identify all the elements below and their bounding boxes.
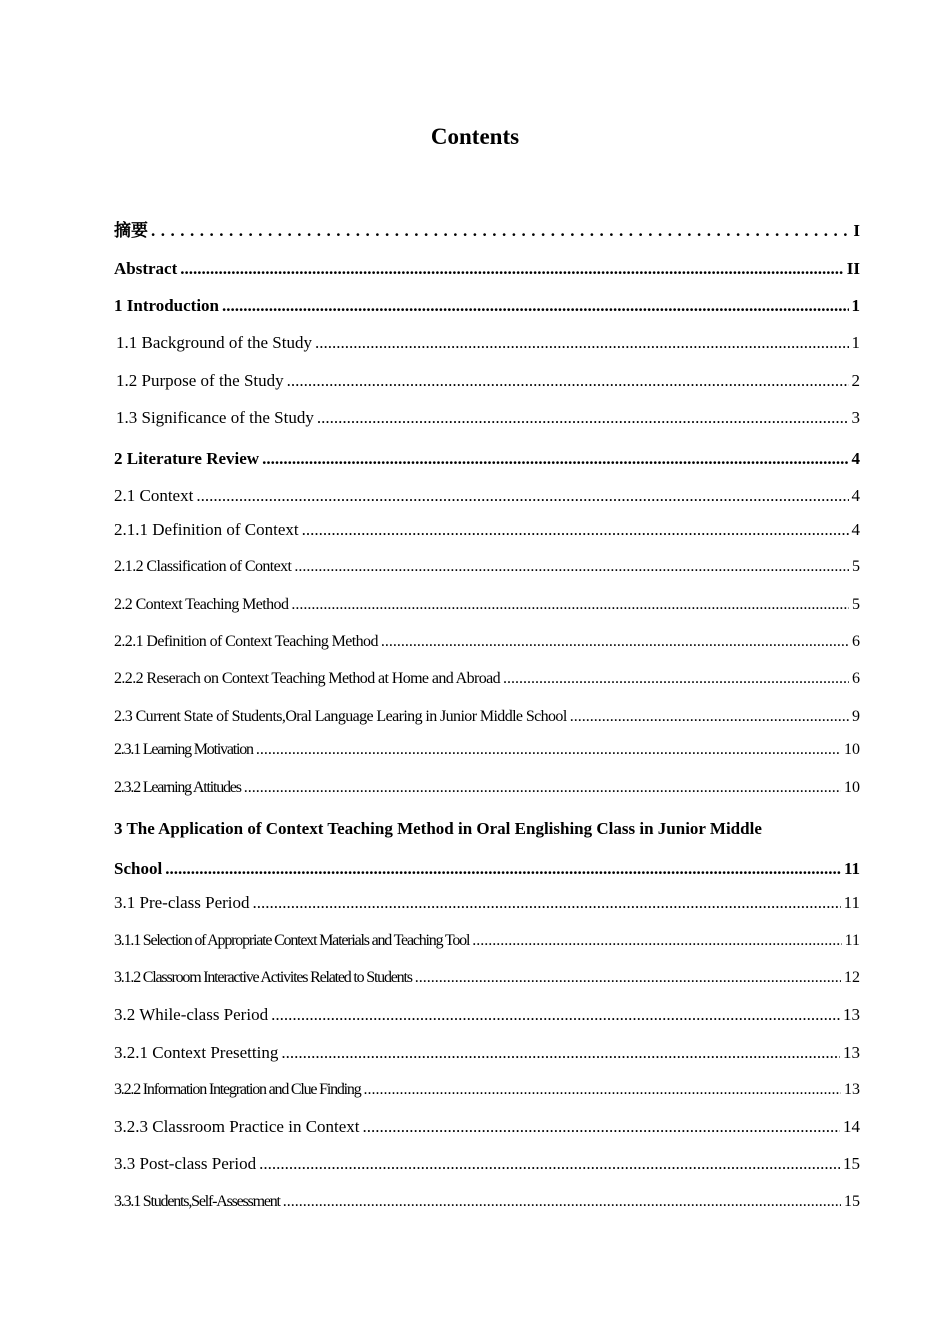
toc-entry-page: 6	[852, 670, 860, 687]
toc-entry-page: 14	[843, 1117, 860, 1136]
toc-entry-label: 3.2.1 Context Presetting	[114, 1043, 279, 1062]
toc-entry-label: 3.2 While-class Period	[114, 1005, 269, 1024]
toc-entry-page: 3	[851, 408, 860, 427]
toc-entry[interactable]	[114, 448, 860, 470]
dot-leader	[271, 1004, 840, 1026]
toc-entry-page: 15	[843, 1154, 860, 1173]
toc-entry[interactable]	[114, 1004, 860, 1026]
dot-leader	[259, 1153, 840, 1175]
toc-entry-label: 1.3 Significance of the Study	[116, 408, 314, 427]
toc-entry-page: II	[846, 259, 860, 278]
dot-leader	[472, 930, 841, 952]
toc-entry[interactable]	[114, 858, 860, 880]
toc-entry-page: 13	[843, 1043, 860, 1062]
toc-entry[interactable]	[114, 556, 860, 578]
toc-entry[interactable]	[114, 1042, 860, 1064]
toc-entry-label: School	[114, 859, 163, 878]
toc-entry[interactable]	[114, 258, 860, 280]
toc-entry[interactable]	[114, 739, 860, 761]
toc-entry[interactable]	[114, 332, 860, 354]
toc-entry-page: 11	[843, 859, 860, 878]
toc-entry[interactable]	[114, 1191, 860, 1213]
toc-entry-page: 1	[851, 333, 860, 352]
toc-entry-label: 3.2.3 Classroom Practice in Context	[114, 1117, 360, 1136]
toc-entry-label: 2.2 Context Teaching Method	[114, 596, 289, 613]
toc-entry-label: 2.1 Context	[114, 486, 194, 505]
dot-leader	[363, 1116, 840, 1138]
toc-entry[interactable]	[114, 519, 860, 541]
toc-entry-page: 13	[843, 1005, 860, 1024]
dot-leader	[570, 706, 849, 728]
dot-leader	[256, 739, 841, 761]
toc-entry-page: 5	[852, 596, 860, 613]
toc-entry-page: 10	[844, 741, 860, 758]
dot-leader	[294, 556, 849, 578]
toc-entry-page: 11	[844, 932, 860, 949]
toc-entry-page: 2	[851, 371, 860, 390]
toc-entry-heading-line[interactable]	[114, 818, 860, 840]
dot-leader	[283, 1191, 841, 1213]
toc-entry-page: 15	[844, 1193, 860, 1210]
toc-entry[interactable]	[114, 1116, 860, 1138]
dot-leader	[415, 967, 841, 989]
toc-entry-page: 4	[851, 520, 860, 539]
dot-leader	[253, 892, 841, 914]
toc-entry-label: 2.1.1 Definition of Context	[114, 520, 299, 539]
toc-entry-label: 2.1.2 Classification of Context	[114, 558, 292, 575]
toc-entry-page: 12	[844, 969, 860, 986]
dot-leader	[503, 668, 849, 690]
dot-leader	[287, 370, 849, 392]
toc-entry-page: 4	[851, 449, 860, 468]
toc-entry-label: 3.1.2 Classroom Interactive Activites Related to Students	[114, 969, 412, 986]
toc-entry[interactable]	[114, 777, 860, 799]
dot-leader	[302, 519, 849, 541]
dot-leader	[244, 777, 841, 799]
toc-entry[interactable]	[114, 1153, 860, 1175]
toc-entry-label: 2.3.1 Learning Motivation	[114, 741, 253, 758]
toc-entry-label: 1.1 Background of the Study	[116, 333, 312, 352]
toc-entry-label: 2.2.2 Reserach on Context Teaching Method at Home and Abroad	[114, 670, 501, 687]
dot-leader	[317, 407, 849, 429]
toc-entry-page: 10	[844, 779, 860, 796]
dot-leader	[165, 858, 841, 880]
toc-entry-page: 5	[852, 558, 860, 575]
dot-leader	[315, 332, 849, 354]
toc-entry-page: 6	[852, 633, 860, 650]
toc-entry-label: 3.1.1 Selection of Appropriate Context Materials and Teaching Tool	[114, 932, 470, 949]
dot-leader	[222, 295, 848, 317]
toc-entry-page: 1	[851, 296, 860, 315]
toc-entry-label: Abstract	[114, 259, 178, 278]
toc-entry[interactable]	[114, 930, 860, 952]
toc-entry[interactable]	[114, 485, 860, 507]
toc-entry[interactable]	[114, 967, 860, 989]
toc-entry-page: 11	[843, 893, 860, 912]
toc-entry-page: 9	[852, 708, 860, 725]
toc-entry[interactable]	[114, 370, 860, 392]
toc-entry-label: 2.3.2 Learning Attitudes	[114, 779, 241, 796]
toc-entry-label: 3.3 Post-class Period	[114, 1154, 257, 1173]
toc-entry-label: 1.2 Purpose of the Study	[116, 371, 284, 390]
toc-entry-label: 3.1 Pre-class Period	[114, 893, 250, 912]
toc-entry[interactable]	[114, 706, 860, 728]
toc-entry-label: 摘要	[114, 221, 148, 240]
dot-leader	[291, 594, 849, 616]
toc-entry-label: 2.2.1 Definition of Context Teaching Method	[114, 633, 378, 650]
toc-entry-label: 3.2.2 Information Integration and Clue Finding	[114, 1081, 361, 1098]
toc-entry[interactable]	[114, 295, 860, 317]
toc-entry-page: 13	[844, 1081, 860, 1098]
toc-entry-label: 3 The Application of Context Teaching Method in Oral Englishing Class in Junior Middle	[114, 819, 762, 838]
dot-leader	[381, 631, 849, 653]
dot-leader	[180, 258, 844, 280]
toc-entry-label: 2.3 Current State of Students,Oral Language Learing in Junior Middle School	[114, 708, 567, 725]
page-title: Contents	[430, 124, 520, 149]
toc-entry-label: 3.3.1 Students,Self-Assessment	[114, 1193, 280, 1210]
dot-leader	[151, 220, 850, 242]
dot-leader	[364, 1079, 841, 1101]
toc-entry-label: 2 Literature Review	[114, 449, 260, 468]
toc-entry[interactable]	[114, 631, 860, 653]
toc-entry[interactable]	[114, 1079, 860, 1101]
toc-entry-page: 4	[851, 486, 860, 505]
toc-entry[interactable]	[114, 594, 860, 616]
toc-entry-label: 1 Introduction	[114, 296, 220, 315]
toc-entry[interactable]	[114, 892, 860, 914]
toc-entry-page: I	[853, 221, 860, 240]
toc-entry[interactable]	[114, 220, 860, 242]
dot-leader	[196, 485, 848, 507]
dot-leader	[281, 1042, 840, 1064]
toc-entry[interactable]	[114, 407, 860, 429]
dot-leader	[262, 448, 848, 470]
toc-entry[interactable]	[114, 668, 860, 690]
